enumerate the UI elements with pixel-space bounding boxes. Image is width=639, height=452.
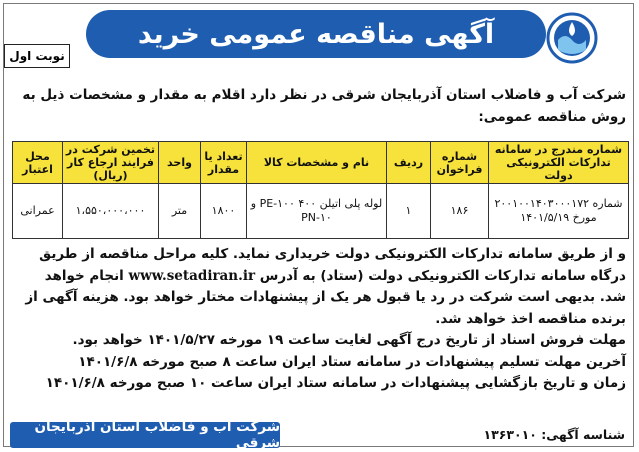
setad-url-link[interactable]: www.setadiran.ir [128,267,256,284]
cell-setad-number: شماره ۲۰۰۱۰۰۱۴۰۳۰۰۰۱۷۲ مورخ ۱۴۰۱/۵/۱۹ [489,184,629,239]
col-unit: واحد [159,142,201,184]
cell-item: لوله پلی اتیلن ۴۰۰ PE-۱۰۰ و PN-۱۰ [247,184,387,239]
cell-funding: عمرانی [13,184,63,239]
sale-deadline-line: مهلت فروش اسناد از تاریخ درج آگهی لغایت ساعت ۱۹ مورخه ۱۴۰۱/۵/۲۷ خواهد بود. [72,332,626,348]
water-company-logo-icon [532,6,604,66]
table-header-row [13,142,629,184]
cell-estimate: ۱،۵۵۰،۰۰۰،۰۰۰ [63,184,159,239]
cell-call-number: ۱۸۶ [431,184,489,239]
col-item: نام و مشخصات کالا [247,142,387,184]
main-paragraph: و از طریق سامانه تدارکات الکترونیکی دولت خریداری نماید. کلیه مراحل مناقصه از طریق درگاه سامانه تدارکات الکترونیکی دولت (ستاد) به آدرس www.setadiran.ir انجام خواهد شد. بدیهی است شرکت در رد یا قبول هر یک از پیشنهادات مختار خواهد بود. هزینه آگهی از برنده مناقصه اخذ خواهد شد. [25,246,626,327]
submission-deadline-line: آخرین مهلت تسلیم پیشنهادات در سامانه ستاد ایران ساعت ۸ صبح مورخه ۱۴۰۱/۶/۸ [78,353,626,370]
ad-title: آگهی مناقصه عمومی خرید [137,18,495,50]
ad-body [14,244,626,395]
ad-title-banner [86,10,546,58]
intro-text: شرکت آب و فاضلاب استان آذربایجان شرقی در نظر دارد اقلام به مقدار و مشخصات ذیل به روش مناقصه عمومی: [22,87,626,125]
col-row-number: ردیف [387,142,431,184]
table-row [13,184,629,239]
opening-date-line: زمان و تاریخ بازگشایی پیشنهادات در سامانه ستاد ایران ساعت ۱۰ صبح مورخه ۱۴۰۱/۶/۸ [45,375,626,391]
footer-company-banner: شرکت آب و فاضلاب استان آذربایجان شرقی [10,422,280,448]
ad-header [0,0,639,72]
col-funding: محل اعتبار [13,142,63,184]
col-estimate: تخمین شرکت در فرایند ارجاع کار (ریال) [63,142,159,184]
col-quantity: تعداد یا مقدار [201,142,247,184]
cell-quantity: ۱۸۰۰ [201,184,247,239]
round-badge: نوبت اول [4,44,70,68]
col-setad-number: شماره مندرج در سامانه تدارکات الکترونیکی دولت [489,142,629,184]
ad-id: شناسه آگهی: ۱۳۶۳۰۱۰ [483,427,625,442]
cell-unit: متر [159,184,201,239]
items-table [12,141,629,239]
cell-row-number: ۱ [387,184,431,239]
col-call-number: شماره فراخوان [431,142,489,184]
